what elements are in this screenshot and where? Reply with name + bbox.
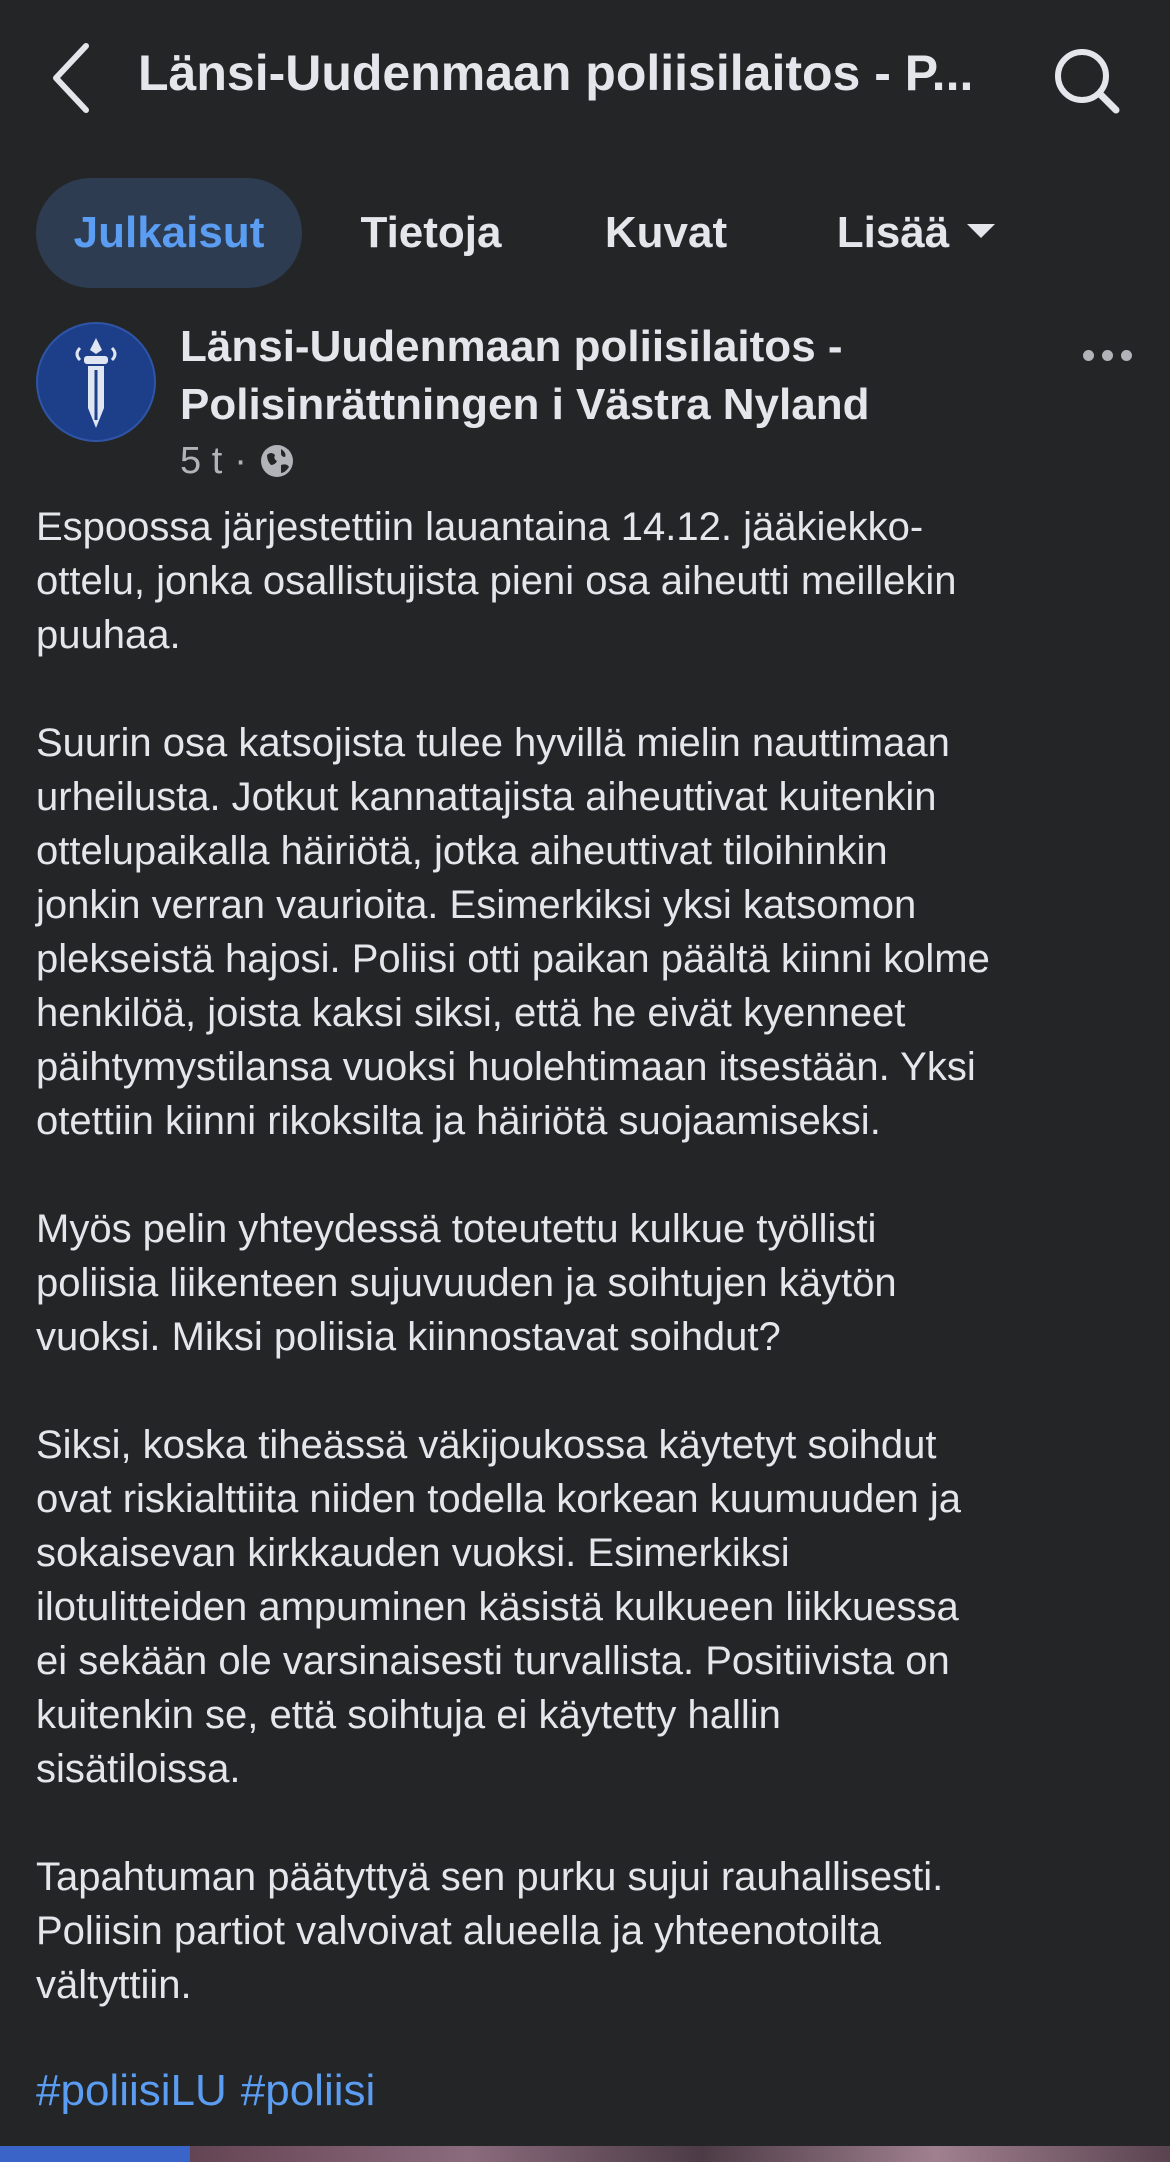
more-horizontal-icon bbox=[1121, 350, 1132, 361]
post-text-line: vältyttiin. bbox=[36, 1963, 192, 2007]
post-meta bbox=[180, 436, 295, 486]
post-text-line: puuhaa. bbox=[36, 613, 181, 657]
tab-lisaa[interactable] bbox=[806, 178, 1026, 288]
post-text-line: poliisia liikenteen sujuvuuden ja soihtujen käytön bbox=[36, 1261, 897, 1305]
post-timestamp[interactable]: 5 t bbox=[180, 439, 223, 482]
post-text-line: ilotulitteiden ampuminen käsistä kulkueen liikkuessa bbox=[36, 1585, 959, 1629]
post-paragraph bbox=[36, 1850, 1146, 2012]
post-text-line: Espoossa järjestettiin lauantaina 14.12. jääkiekko- bbox=[36, 505, 924, 549]
post-text-line: Tapahtuman päätyttyä sen purku sujui rauhallisesti. bbox=[36, 1855, 944, 1899]
post-hashtags bbox=[36, 2066, 389, 2116]
search-button[interactable] bbox=[1042, 36, 1132, 126]
more-options-button[interactable] bbox=[1072, 330, 1142, 380]
post-paragraph bbox=[36, 500, 1146, 662]
post-text-line: Suurin osa katsojista tulee hyvillä mielin nauttimaan bbox=[36, 721, 950, 765]
tab-lisaa-label: Lisää bbox=[836, 208, 950, 257]
post-text-line: henkilöä, joista kaksi siksi, että he eivät kyenneet bbox=[36, 991, 906, 1035]
post-paragraph bbox=[36, 716, 1146, 1148]
meta-separator: · bbox=[234, 439, 247, 482]
post-image-preview[interactable] bbox=[0, 2146, 1170, 2162]
post-text-line: urheilusta. Jotkut kannattajista aiheuttivat kuitenkin bbox=[36, 775, 937, 819]
chevron-left-icon bbox=[50, 42, 94, 114]
hashtag-link[interactable]: #poliisiLU bbox=[36, 2066, 227, 2115]
more-horizontal-icon bbox=[1083, 350, 1094, 361]
post-text-line: plekseistä hajosi. Poliisi otti paikan päältä kiinni kolme bbox=[36, 937, 990, 981]
post-text-line: sisätiloissa. bbox=[36, 1747, 241, 1791]
post-text-line: vuoksi. Miksi poliisia kiinnostavat soihdut? bbox=[36, 1315, 781, 1359]
post-text-line: jonkin verran vaurioita. Esimerkiksi yksi katsomon bbox=[36, 883, 917, 927]
post-author[interactable] bbox=[180, 318, 980, 434]
tab-tietoja[interactable]: Tietoja bbox=[360, 208, 502, 257]
tab-kuvat[interactable]: Kuvat bbox=[604, 208, 728, 257]
more-horizontal-icon bbox=[1102, 350, 1113, 361]
post-text-line: ottelupaikalla häiriötä, jotka aiheuttivat tiloihinkin bbox=[36, 829, 888, 873]
post-text-line: sokaisevan kirkkauden vuoksi. Esimerkiksi bbox=[36, 1531, 790, 1575]
post-text-line: ei sekään ole varsinaisesti turvallista. Positiivista on bbox=[36, 1639, 950, 1683]
image-edge bbox=[0, 2146, 190, 2162]
hashtag-link[interactable]: #poliisi bbox=[240, 2066, 376, 2115]
tab-julkaisut[interactable]: Julkaisut bbox=[36, 178, 302, 288]
author-name-line-2: Polisinrättningen i Västra Nyland bbox=[180, 380, 870, 429]
page-title: Länsi-Uudenmaan poliisilaitos - P... bbox=[138, 45, 974, 101]
globe-icon bbox=[259, 443, 295, 479]
back-button[interactable] bbox=[36, 36, 108, 120]
post-paragraph bbox=[36, 1202, 1146, 1364]
post-text-line: Siksi, koska tiheässä väkijoukossa käytetyt soihdut bbox=[36, 1423, 937, 1467]
post-body bbox=[36, 500, 1146, 2066]
search-icon bbox=[1052, 46, 1122, 116]
author-name-line-1: Länsi-Uudenmaan poliisilaitos - bbox=[180, 322, 843, 371]
avatar[interactable] bbox=[36, 322, 156, 442]
caret-down-icon bbox=[967, 224, 995, 238]
post-paragraph bbox=[36, 1418, 1146, 1796]
police-badge-icon bbox=[66, 332, 126, 432]
post-text-line: Poliisin partiot valvoivat alueella ja yhteenotoilta bbox=[36, 1909, 881, 1953]
page-tabs bbox=[36, 178, 1136, 288]
top-bar bbox=[0, 0, 1170, 160]
post-text-line: kuitenkin se, että soihtuja ei käytetty hallin bbox=[36, 1693, 781, 1737]
post-text-line: ovat riskialttiita niiden todella korkean kuumuuden ja bbox=[36, 1477, 961, 1521]
post-text-line: päihtymystilansa vuoksi huolehtimaan itsestään. Yksi bbox=[36, 1045, 976, 1089]
post-text-line: Myös pelin yhteydessä toteutettu kulkue työllisti bbox=[36, 1207, 877, 1251]
post-text-line: otettiin kiinni rikoksilta ja häiriötä suojaamiseksi. bbox=[36, 1099, 881, 1143]
post-text-line: ottelu, jonka osallistujista pieni osa aiheutti meillekin bbox=[36, 559, 957, 603]
